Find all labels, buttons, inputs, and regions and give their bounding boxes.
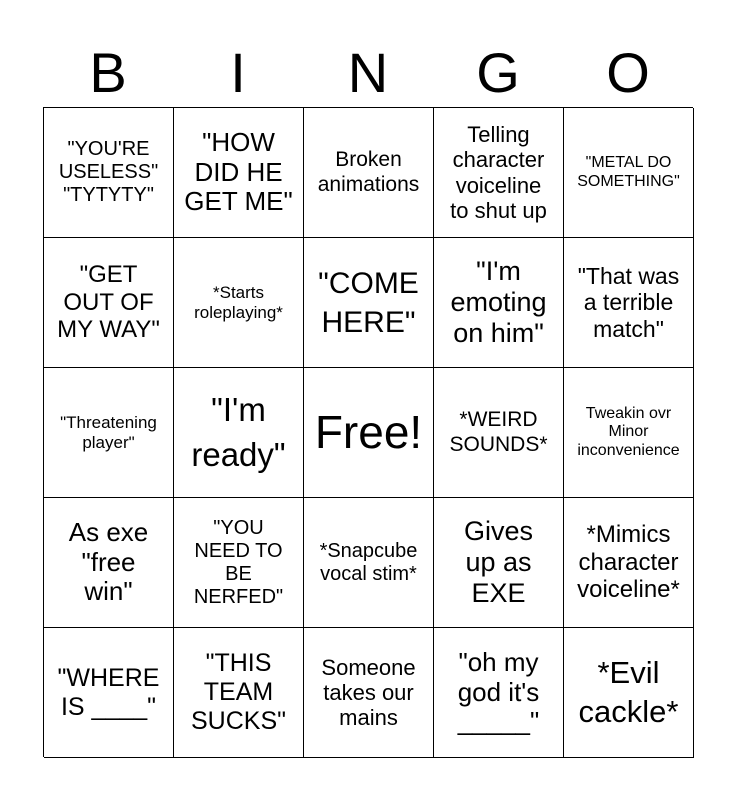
- bingo-cell-r5-c2[interactable]: "THIS TEAM SUCKS": [174, 628, 304, 758]
- header-letter-i: I: [230, 41, 246, 104]
- bingo-cell-r5-c1[interactable]: "WHERE IS ____": [44, 628, 174, 758]
- bingo-cell-r4-c3[interactable]: *Snapcube vocal stim*: [304, 498, 434, 628]
- header-letter-n: N: [347, 41, 389, 104]
- bingo-cell-r5-c4[interactable]: "oh my god it's _____": [434, 628, 564, 758]
- bingo-cell-r1-c4[interactable]: Telling character voiceline to shut up: [434, 108, 564, 238]
- free-space-cell[interactable]: Free!: [304, 368, 434, 498]
- bingo-cell-r4-c5[interactable]: *Mimics character voiceline*: [564, 498, 694, 628]
- header-letter-o: O: [606, 41, 650, 104]
- bingo-cell-r3-c5[interactable]: Tweakin ovr Minor inconvenience: [564, 368, 694, 498]
- bingo-header: [43, 40, 693, 106]
- bingo-cell-r2-c5[interactable]: "That was a terrible match": [564, 238, 694, 368]
- bingo-cell-r2-c1[interactable]: "GET OUT OF MY WAY": [44, 238, 174, 368]
- bingo-cell-r4-c1[interactable]: As exe "free win": [44, 498, 174, 628]
- bingo-cell-r3-c1[interactable]: "Threatening player": [44, 368, 174, 498]
- bingo-cell-r5-c5[interactable]: *Evil cackle*: [564, 628, 694, 758]
- bingo-cell-r1-c3[interactable]: Broken animations: [304, 108, 434, 238]
- bingo-cell-r4-c4[interactable]: Gives up as EXE: [434, 498, 564, 628]
- bingo-cell-r5-c3[interactable]: Someone takes our mains: [304, 628, 434, 758]
- bingo-cell-r1-c5[interactable]: "METAL DO SOMETHING": [564, 108, 694, 238]
- bingo-cell-r3-c2[interactable]: "I'm ready": [174, 368, 304, 498]
- bingo-cell-r3-c4[interactable]: *WEIRD SOUNDS*: [434, 368, 564, 498]
- bingo-grid: [43, 107, 693, 757]
- bingo-cell-r2-c3[interactable]: "COME HERE": [304, 238, 434, 368]
- bingo-cell-r2-c2[interactable]: *Starts roleplaying*: [174, 238, 304, 368]
- header-letter-g: G: [476, 41, 520, 104]
- bingo-cell-r1-c2[interactable]: "HOW DID HE GET ME": [174, 108, 304, 238]
- bingo-cell-r1-c1[interactable]: "YOU'RE USELESS" "TYTYTY": [44, 108, 174, 238]
- bingo-cell-r4-c2[interactable]: "YOU NEED TO BE NERFED": [174, 498, 304, 628]
- header-letter-b: B: [89, 41, 127, 104]
- bingo-cell-r2-c4[interactable]: "I'm emoting on him": [434, 238, 564, 368]
